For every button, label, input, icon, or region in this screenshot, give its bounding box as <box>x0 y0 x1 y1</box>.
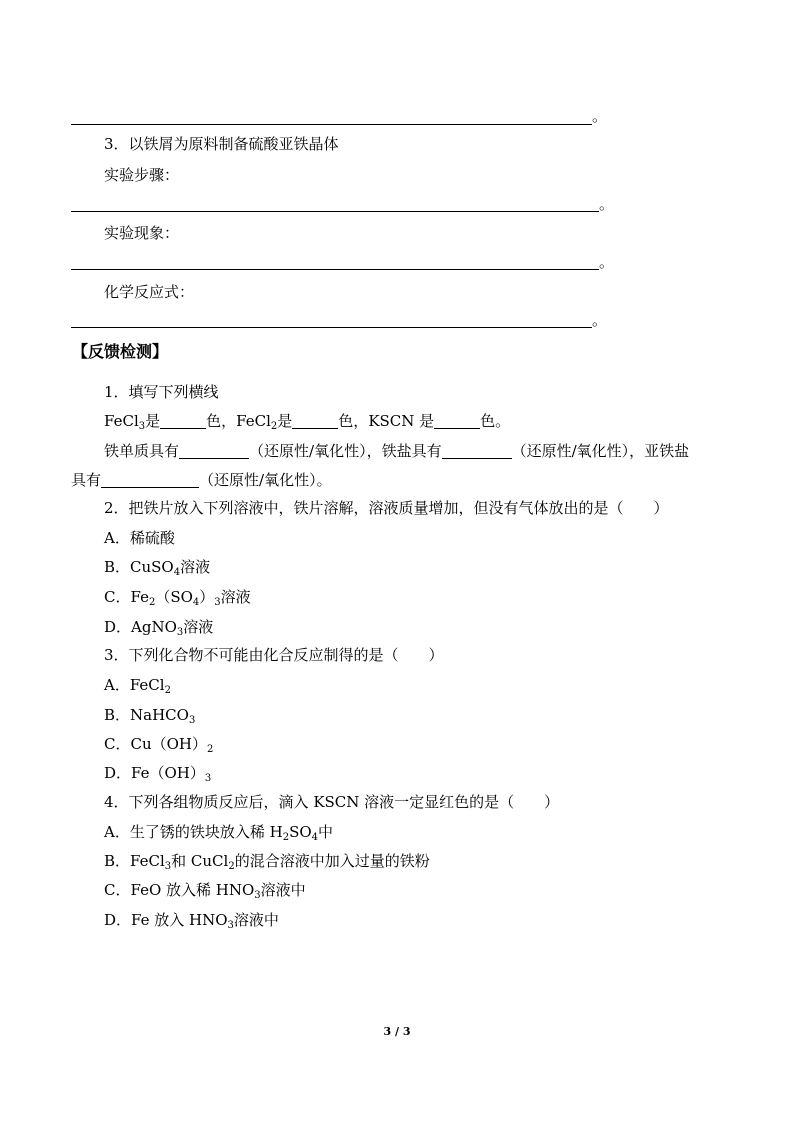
q3-option-c[interactable]: C．$Cu(OH)_2$ <box>104 735 214 755</box>
equation-answer-line[interactable] <box>71 327 592 328</box>
steps-answer-line[interactable] <box>71 211 599 212</box>
fill-blank[interactable] <box>101 471 199 488</box>
q1-colors-line: FeCl$_3$是 色，FeCl$_2$是 色，KSCN 是 色。 <box>104 412 511 432</box>
period: 。 <box>592 107 608 125</box>
answer-line[interactable] <box>71 124 592 125</box>
q2-option-b[interactable]: B．CuSO$_4$溶液 <box>104 558 211 578</box>
fecl3-formula: FeCl$_3$ <box>104 412 146 432</box>
q4-stem: 4．下列各组物质反应后，滴入 KSCN 溶液一定显红色的是（ ） <box>104 793 560 811</box>
fill-blank[interactable] <box>442 442 512 459</box>
q4-option-c[interactable]: C．FeO 放入稀 $HNO_3$溶液中 <box>104 881 306 901</box>
q1-title: 1．填写下列横线 <box>104 383 219 401</box>
period: 。 <box>599 253 615 271</box>
q4-option-b[interactable]: B．FeCl$_3$和 CuCl$_2$的混合溶液中加入过量的铁粉 <box>104 852 430 872</box>
phenomena-label: 实验现象： <box>104 224 180 242</box>
q3-stem: 3．下列化合物不可能由化合反应制得的是（ ） <box>104 646 444 664</box>
phenomena-answer-line[interactable] <box>71 269 599 270</box>
q2-option-a[interactable]: A．稀硫酸 <box>104 529 175 547</box>
q3-option-a[interactable]: A．FeCl$_2$ <box>104 676 171 696</box>
q4-option-d[interactable]: D．Fe 放入 $HNO_3$溶液中 <box>104 911 279 931</box>
q2-option-c[interactable]: C．$Fe_2(SO_4)_3$溶液 <box>104 588 251 608</box>
q1-redox-line-cont: 具有 （还原性/氧化性）。 <box>71 471 332 489</box>
item3-title: 3．以铁屑为原料制备硫酸亚铁晶体 <box>104 135 339 153</box>
q1-redox-line: 铁单质具有 （还原性/氧化性），铁盐具有 （还原性/氧化性），亚铁盐 <box>104 442 690 460</box>
period: 。 <box>599 195 615 213</box>
fill-blank[interactable] <box>434 412 480 429</box>
fill-blank[interactable] <box>160 412 206 429</box>
fill-blank[interactable] <box>179 442 249 459</box>
q4-option-a[interactable]: A．生了锈的铁块放入稀 $H_2SO_4$中 <box>104 823 334 843</box>
q3-option-b[interactable]: B．NaHCO$_3$ <box>104 706 196 726</box>
page-number: 3 / 3 <box>383 1025 411 1038</box>
q3-option-d[interactable]: D．$Fe(OH)_3$ <box>104 764 212 784</box>
fecl2-formula: FeCl$_2$ <box>236 412 278 432</box>
period: 。 <box>592 311 608 329</box>
section-heading: 【反馈检测】 <box>72 342 169 361</box>
q2-option-d[interactable]: D．AgNO$_3$溶液 <box>104 618 214 638</box>
equation-label: 化学反应式： <box>104 283 195 301</box>
fill-blank[interactable] <box>292 412 338 429</box>
q2-stem: 2．把铁片放入下列溶液中，铁片溶解，溶液质量增加，但没有气体放出的是（ ） <box>104 499 669 517</box>
steps-label: 实验步骤： <box>104 166 180 184</box>
